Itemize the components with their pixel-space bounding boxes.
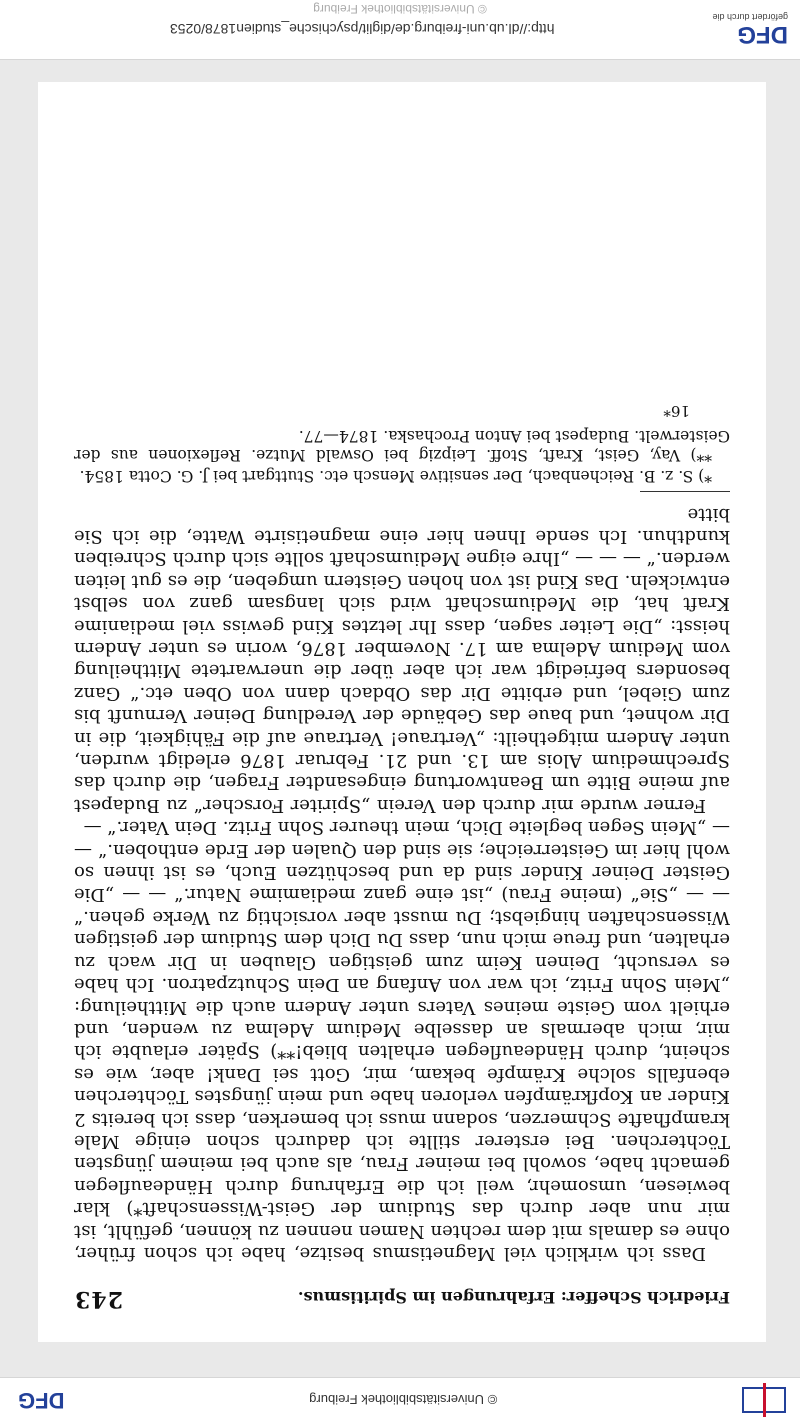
book-page bbox=[38, 82, 766, 1342]
viewer-bottom-bar bbox=[0, 0, 800, 60]
running-header bbox=[74, 1282, 730, 1312]
dfg-logo bbox=[712, 13, 788, 47]
page-url-link[interactable]: http://dl.ub.uni-freiburg.de/diglit/psychische_studien1878/0253 bbox=[169, 21, 555, 38]
paragraph-1: Dass ich wirklich viel Magnetismus besitze, habe ich schon früher, ohne es damals mit dem rechten Namen nennen zu können, gefühlt, ist mir nun aber durch das Studium der Geist-Wissenschaft*) klar bewiesen, umsomehr, weil ich die Erfahrung durch Händeauflegen gemacht habe, sowohl bei meiner Frau, als auch bei meinem jüngsten Töchterchen. Bei ersterer stillte ich dadurch schon einige Male krampfhafte Schmerzen, sodann muss ich bemerken, dass ich bereits 2 Kinder an Kopfkrämpfen verloren habe und mein jüngstes Töchterchen ebenfalls solche Krämpfe bekam, mir, Gott sei Dank! aber, wie es scheint, durch Händeauflegen erhalten blieb!**) Später erlaubte ich mir, mich abermals an dasselbe Medium Adelma zu wenden, und erhielt vom Geiste meines Vaters unter Andern auch die Mittheilung: „Mein Sohn Fritz, ich war von Anfang an Dein Schutzpatron. Ich habe es versucht, Deinen Keim zum geistigen Glauben in Dir wach zu erhalten, und freue mich nun, dass Du Dich dem Studium der geistigen Wissenschaften hingiebst; Du musst aber vorsichtig zu Werke gehen.“ — — „Sie“ (meine Frau) „ist eine ganz mediamime Natur.“ — — „Die Geister Deiner Kinder sind da und beschützen Euch, es ist ihnen so wohl hier im Geisterreiche; sie sind den Qualen der Erde enthoben.“ — — „Mein Segen begleite Dich, mein theurer Sohn Fritz. Dein Vater.“ — bbox=[74, 817, 730, 1264]
page-number: 243 bbox=[74, 1286, 123, 1312]
dfg-logo-mark: DFG bbox=[737, 21, 788, 49]
dfg-logo-sub: gefördert durch die bbox=[712, 12, 788, 23]
footnote-2: **) Vay, Geist, Kraft, Stoff. Leipzig bei Oswald Mutze. Reflexionen aus der Geisterwelt. Budapest bei Anton Prochaska. 1874—77. bbox=[74, 427, 730, 465]
footnotes bbox=[74, 426, 730, 485]
dfg-logo-text: DFG bbox=[18, 1388, 65, 1413]
footnote-1: *) S. z. B. Reichenbach, Der sensitive Mensch etc. Stuttgart bei J. G. Cotta 1854. bbox=[79, 467, 712, 486]
paragraph-2: Ferner wurde mir durch den Verein „Spiriter Forscher“ zu Budapest auf meine Bitte um Beantwortung eingesandter Fragen, die durch das Sprechmedium Alois am 13. und 21. Februar 1876 erledigt wurden, unter Andern mitgetheilt: „Vertraue! Vertraue auf die Fähigkeit, die in Dir wohnet, und baue das Gebäude der Veredlung Deiner Vernunft bis zum Giebel, und erbitte Dir das Obdach dann von Oben etc.“ Ganz besonders befriedigt war ich aber über die unerwartete Mittheilung vom Medium Adelma am 17. November 1876, worin es unter Andern heisst: „Die Leiter sagen, dass Ihr letztes Kind gewiss viel medianime Kraft hat, die Mediumschaft wird sich langsam ganz von selbst entwickeln. Das Kind ist von hohen Geistern umgeben, die es gut leiten werden.“ — — — „Ihre eigne Mediumschaft sollte sich durch Schreiben kundthun. Ich sende Ihnen hier eine magnetisirte Watte, die ich Sie bitte bbox=[74, 503, 730, 816]
library-faint-text: © Universitätsbibliothek Freiburg bbox=[313, 2, 487, 16]
library-logo-icon bbox=[742, 1387, 786, 1413]
sheet-signature: 16* bbox=[663, 402, 690, 421]
header-title: Friedrich Scheffer: Erfahrungen im Spiritismus. bbox=[297, 1288, 730, 1307]
footnote-rule bbox=[640, 491, 730, 492]
main-text bbox=[74, 400, 730, 1264]
copyright-notice: © Universitätsbibliothek Freiburg bbox=[309, 1392, 498, 1408]
viewer-top-bar bbox=[0, 1377, 800, 1422]
